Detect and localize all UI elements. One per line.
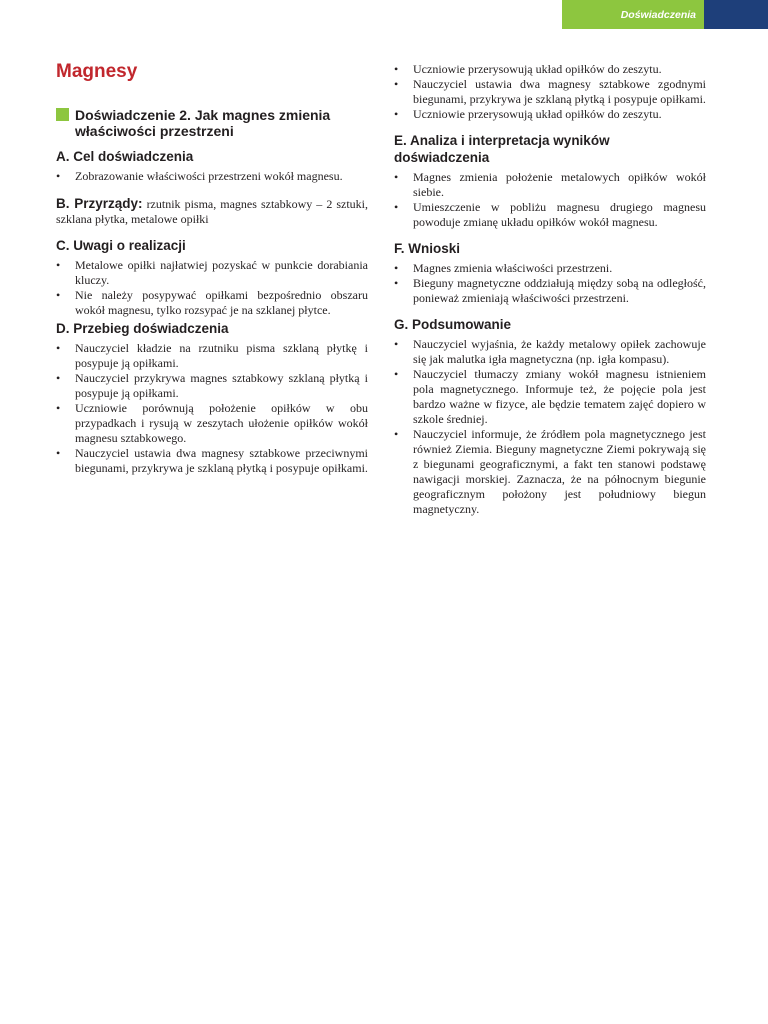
section-e-heading: E. Analiza i interpretacja wyników doświadczenia (394, 133, 610, 165)
section-a-heading: A. Cel doświadczenia (56, 149, 194, 164)
left-column (56, 60, 368, 476)
section-label: Doświadczenia (620, 9, 696, 21)
section-a-list (56, 169, 368, 184)
list-item: • Nauczyciel tłumaczy zmiany wokół magnesu istnieniem pola magnetycznego. Informuje też, że pojęcie pola jest bardzo ważne w fizyce, ale będzie tematem zajęć dopiero w szkole średniej. (394, 367, 706, 427)
header-green-bar (562, 0, 704, 29)
experiment-title (56, 107, 368, 139)
section-d-heading: D. Przebieg doświadczenia (56, 321, 229, 336)
section-f-heading: F. Wnioski (394, 241, 461, 256)
section-b-heading: B. Przyrządy: (56, 196, 143, 211)
list-item: • Magnes zmienia właściwości przestrzeni. (394, 261, 706, 276)
list-item: • Nauczyciel kładzie na rzutniku pisma szklaną płytkę i posypuje ją opiłkami. (56, 341, 368, 371)
green-square-icon (56, 108, 69, 121)
list-item: • Uczniowie przerysowują układ opiłków do zeszytu. (394, 107, 706, 122)
section-f-list (394, 261, 706, 306)
list-item: • Nauczyciel informuje, że źródłem pola magnetycznego jest również Ziemia. Bieguny magnetyczne Ziemi pokrywają się z biegunami geograficznymi, a fakt ten stanowi podstawę nawigacji morskiej. Zaznacza, że na północnym biegunie geograficznym położony jest południowy biegun magnetyczny. (394, 427, 706, 517)
list-item: • Magnes zmienia położenie metalowych opiłków wokół siebie. (394, 170, 706, 200)
header-band (562, 0, 768, 29)
list-item: • Nauczyciel ustawia dwa magnesy sztabkowe zgodnymi biegunami, przykrywa je szklaną płytką i posypuje opiłkami. (394, 77, 706, 107)
section-b-text: rzutnik pisma, magnes sztabkowy – 2 sztuki, szklana płytka, metalowe opiłki (56, 197, 369, 226)
section-d-list (56, 341, 368, 476)
list-item: • Metalowe opiłki najłatwiej pozyskać w punkcie dorabiania kluczy. (56, 258, 368, 288)
list-item: • Nauczyciel wyjaśnia, że każdy metalowy opiłek zachowuje się jak malutka igła magnetyczna (np. igła kompasu). (394, 337, 706, 367)
experiment-title-text: Doświadczenie 2. Jak magnes zmienia właściwości przestrzeni (75, 107, 331, 139)
section-g-heading: G. Podsumowanie (394, 317, 512, 332)
list-item: • Bieguny magnetyczne oddziałują między sobą na odległość, ponieważ zmieniają właściwości przestrzeni. (394, 276, 706, 306)
section-e-list (394, 170, 706, 230)
header-blue-bar (704, 0, 768, 29)
list-item: • Zobrazowanie właściwości przestrzeni wokół magnesu. (56, 169, 368, 184)
list-item: • Nauczyciel ustawia dwa magnesy sztabkowe przeciwnymi biegunami, przykrywa je szklaną płytką i posypuje opiłkami. (56, 446, 368, 476)
list-item: • Uczniowie przerysowują układ opiłków do zeszytu. (394, 62, 706, 77)
section-c-heading: C. Uwagi o realizacji (56, 238, 186, 253)
list-item: • Uczniowie porównują położenie opiłków w obu przypadkach i rysują w zeszytach ułożenie opiłków wokół magnesu sztabkowego. (56, 401, 368, 446)
page-title: Magnesy (56, 61, 138, 82)
section-g-list (394, 337, 706, 517)
right-column (394, 62, 706, 517)
section-b (56, 196, 368, 227)
section-c-list (56, 258, 368, 318)
list-item: • Nie należy posypywać opiłkami bezpośrednio obszaru wokół magnesu, tylko rozsypać je na szklanej płytce. (56, 288, 368, 318)
list-item: • Nauczyciel przykrywa magnes sztabkowy szklaną płytką i posypuje ją opiłkami. (56, 371, 368, 401)
list-item: • Umieszczenie w pobliżu magnesu drugiego magnesu powoduje zmianę układu opiłków wokół magnesu. (394, 200, 706, 230)
section-d-continued-list (394, 62, 706, 122)
